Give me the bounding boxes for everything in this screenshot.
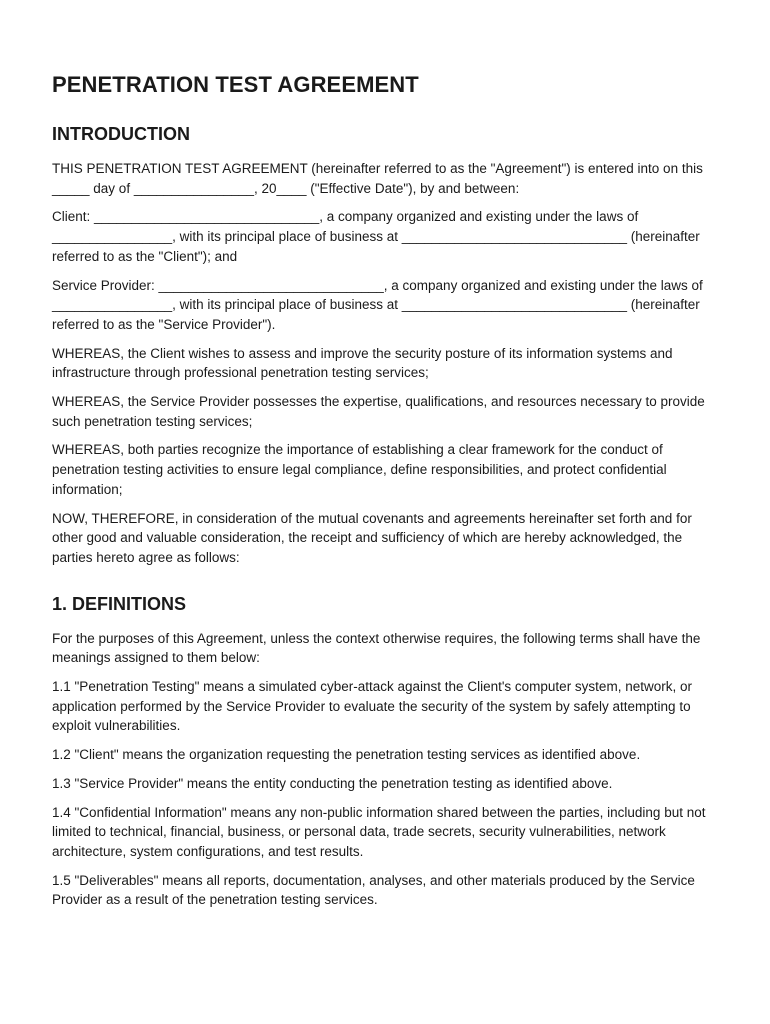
- introduction-heading: INTRODUCTION: [52, 124, 190, 144]
- intro-paragraph-whereas-provider: WHEREAS, the Service Provider possesses the expertise, qualifications, and resources necessary to provide such penetration testing services;: [52, 394, 705, 429]
- intro-paragraph-now-therefore: NOW, THEREFORE, in consideration of the mutual covenants and agreements hereinafter set forth and for other good and valuable consideration, the receipt and sufficiency of which are hereby acknowledged, the parties hereto agree as follows:: [52, 510, 692, 565]
- definition-deliverables: 1.5 "Deliverables" means all reports, documentation, analyses, and other materials produced by the Service Provider as a result of the penetration testing services.: [52, 872, 695, 908]
- definitions-heading: 1. DEFINITIONS: [52, 593, 187, 614]
- intro-paragraph-service-provider: Service Provider: ______________________________, a company organized and existing under the laws of ________________, with its principal place of business at ______________________________ (hereinafter referred to as the "Service Provider").: [52, 277, 703, 332]
- document-title: PENETRATION TEST AGREEMENT: [52, 72, 419, 97]
- definition-client: 1.2 "Client" means the organization requesting the penetration testing services as identified above.: [52, 747, 641, 763]
- definition-service-provider: 1.3 "Service Provider" means the entity conducting the penetration testing as identified above.: [52, 775, 613, 791]
- intro-paragraph-agreement: THIS PENETRATION TEST AGREEMENT (hereinafter referred to as the "Agreement") is entered into on this _____ day of ________________, 20____ ("Effective Date"), by and between:: [52, 161, 703, 196]
- definition-penetration-testing: 1.1 "Penetration Testing" means a simulated cyber-attack against the Client's computer system, network, or application performed by the Service Provider to evaluate the security of the system by safely attempting to exploit vulnerabilities.: [52, 679, 692, 734]
- intro-paragraph-whereas-client: WHEREAS, the Client wishes to assess and improve the security posture of its information systems and infrastructure through professional penetration testing services;: [52, 345, 673, 381]
- definition-confidential-information: 1.4 "Confidential Information" means any non-public information shared between the parties, including but not limited to technical, financial, business, or personal data, trade secrets, security vulnerabilities, network architecture, system configurations, and test results.: [52, 804, 706, 859]
- definitions-intro-paragraph: For the purposes of this Agreement, unless the context otherwise requires, the following terms shall have the meanings assigned to them below:: [52, 630, 701, 666]
- intro-paragraph-client: Client: ______________________________, a company organized and existing under the laws of ________________, with its principal place of business at ______________________________ (hereinafter referred to as the "Client"); and: [52, 209, 700, 264]
- intro-paragraph-whereas-both: WHEREAS, both parties recognize the importance of establishing a clear framework for the conduct of penetration testing activities to ensure legal compliance, define responsibilities, and protect confidential information;: [52, 442, 667, 497]
